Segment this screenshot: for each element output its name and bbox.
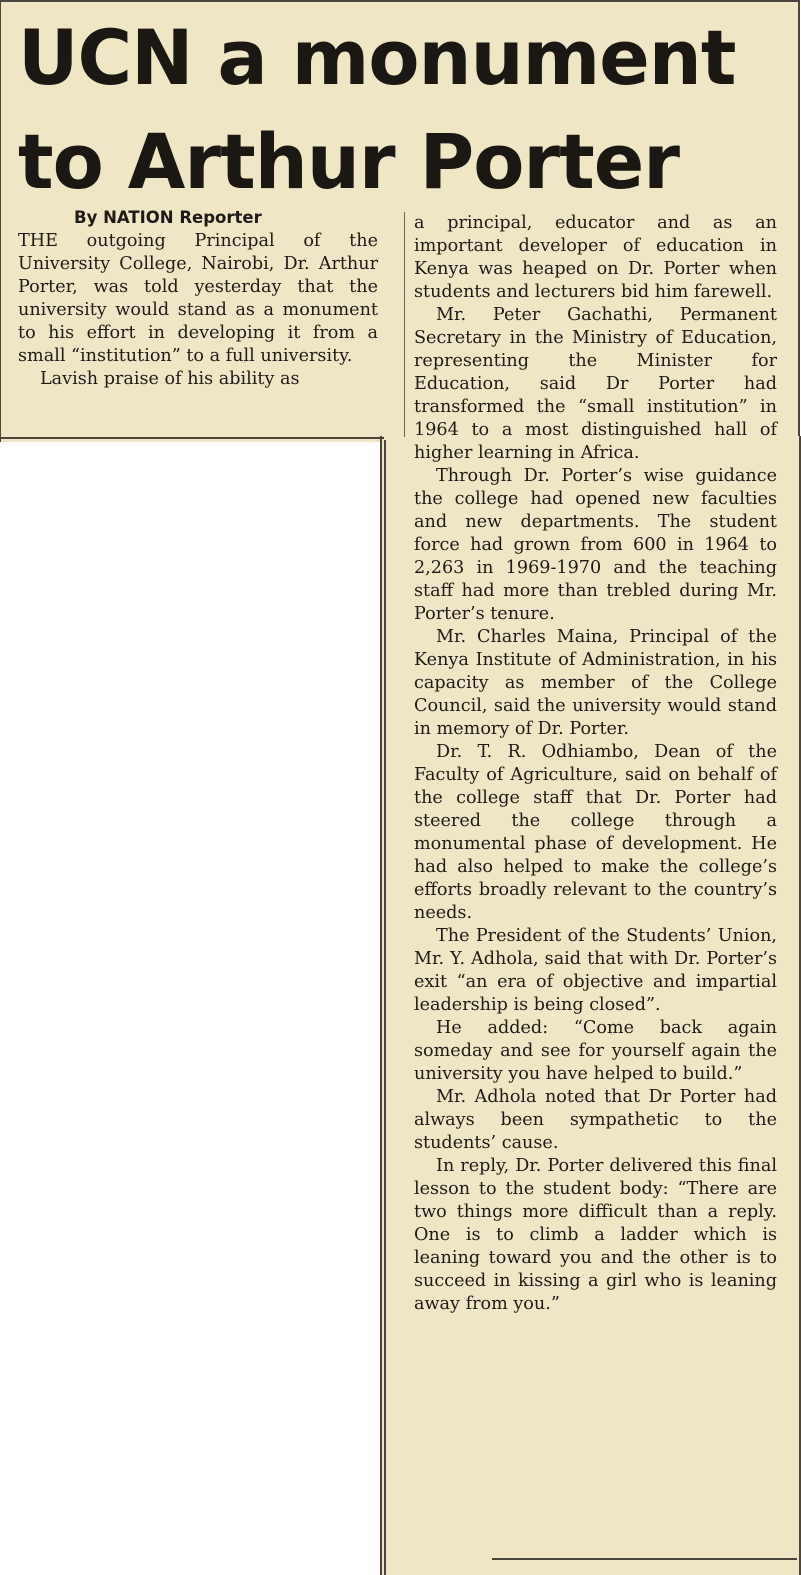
paragraph: In reply, Dr. Porter delivered this final lesson to the student body: “There are two things more difficult than a reply. One is to climb a ladder which is leaning toward you and the other is to succeed in kissing a girl who is leaning away from you.”: [414, 1156, 777, 1314]
headline-line-1: UCN a monument: [18, 13, 736, 102]
headline-line-2: to Arthur Porter: [18, 117, 680, 206]
paragraph: The President of the Students’ Union, Mr. Y. Adhola, said that with Dr. Porter’s exit “an era of objective and impartial leadership is being closed”.: [414, 926, 777, 1015]
paragraph: Mr. Charles Maina, Principal of the Kenya Institute of Administration, in his capacity as member of the College Council, said the university would stand in memory of Dr. Porter.: [414, 627, 777, 739]
paragraph: Mr. Adhola noted that Dr Porter had always been sympathetic to the students’ cause.: [414, 1087, 777, 1153]
paragraph: THE outgoing Principal of the University College, Nairobi, Dr. Arthur Porter, was told yesterday that the university would stand as a monument to his effort in developing it from a small “institution” to a full university.: [18, 231, 378, 366]
left-column-bottom-rule: [0, 437, 384, 439]
column-divider: [404, 212, 405, 437]
paragraph: Lavish praise of his ability as: [40, 369, 300, 389]
cut-edge-rule: [384, 440, 386, 1575]
headline: [18, 6, 773, 214]
paragraph: Mr. Peter Gachathi, Permanent Secretary in the Ministry of Education, representing the Minister for Education, said Dr Porter had transformed the “small institution” in 1964 to a most distinguished hall of higher learning in Africa.: [414, 305, 777, 463]
paragraph: a principal, educator and as an important developer of education in Kenya was heaped on Dr. Porter when students and lecturers bid him farewell.: [414, 213, 777, 302]
end-rule: [492, 1558, 797, 1560]
paragraph: He added: “Come back again someday and see for yourself again the university you have helped to build.”: [414, 1018, 777, 1084]
paragraph: Dr. T. R. Odhiambo, Dean of the Faculty of Agriculture, said on behalf of the college staff that Dr. Porter had steered the college through a monumental phase of development. He had also helped to make the college’s efforts broadly relevant to the country’s needs.: [414, 742, 777, 923]
paragraph: Through Dr. Porter’s wise guidance the college had opened new faculties and new departments. The student force had grown from 600 in 1964 to 2,263 in 1969-1970 and the teaching staff had more than trebled during Mr. Porter’s tenure.: [414, 466, 777, 624]
left-column: [18, 230, 378, 391]
byline: By NATION Reporter: [74, 208, 262, 227]
right-column: [414, 212, 777, 1316]
